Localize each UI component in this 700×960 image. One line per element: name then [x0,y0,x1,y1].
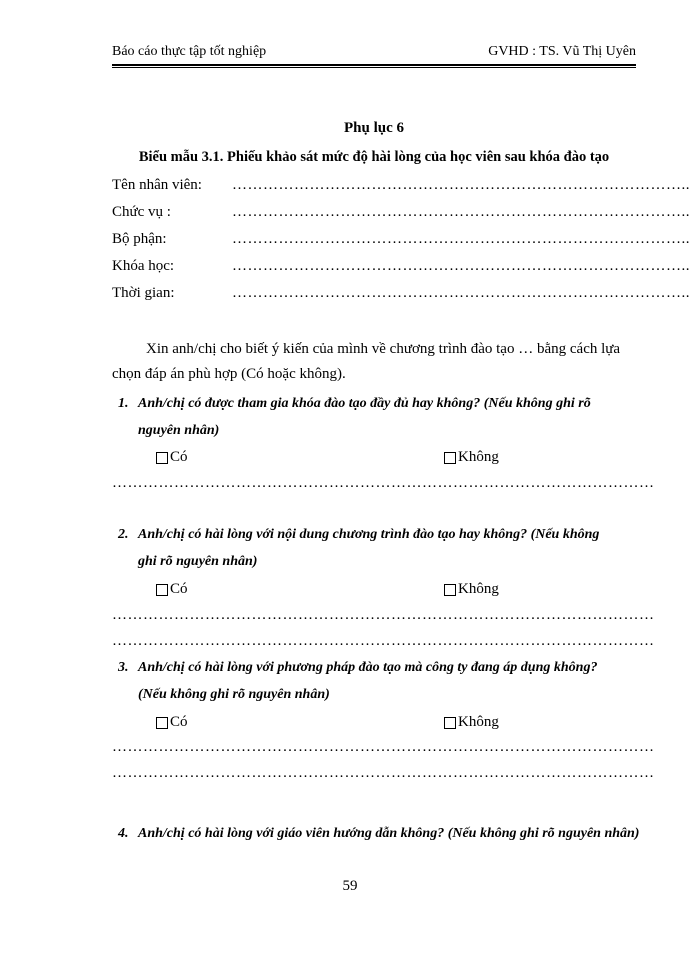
field-label-department: Bộ phận: [112,231,167,247]
q2-answer-line-1[interactable]: …………………………………………………………………………………………… [112,607,655,623]
q2-option-yes[interactable] [156,581,188,598]
question-2-line-1: Anh/chị có hài lòng với nội dung chương trình đào tạo hay không? (Nếu không [138,527,600,542]
checkbox-icon[interactable] [156,452,168,464]
q1-answer-line-1[interactable]: …………………………………………………………………………………………… [112,475,655,491]
field-dots-time[interactable]: …………………………………………………………………………….. [232,285,690,301]
q3-option-no-label: Không [458,714,499,730]
q3-answer-line-1[interactable]: …………………………………………………………………………………………… [112,739,655,755]
field-label-name: Tên nhân viên: [112,177,202,193]
q2-option-no-label: Không [458,581,499,597]
header-left: Báo cáo thực tập tốt nghiệp [112,44,267,59]
field-label-time: Thời gian: [112,285,175,301]
q1-option-no-label: Không [458,449,499,465]
question-3-line-2: (Nếu không ghi rõ nguyên nhân) [138,687,330,702]
question-1-line-1: Anh/chị có được tham gia khóa đào tạo đầy đủ hay không? (Nếu không ghi rõ [138,396,591,411]
field-label-position: Chức vụ : [112,204,171,220]
q3-option-yes-label: Có [170,714,188,730]
q2-option-yes-label: Có [170,581,188,597]
appendix-title: Phụ lục 6 [343,120,404,136]
q1-option-yes[interactable] [156,449,188,466]
field-dots-position[interactable]: …………………………………………………………………………….. [232,204,690,220]
intro-line-1: Xin anh/chị cho biết ý kiến của mình về chương trình đào tạo … bằng cách lựa [146,341,621,357]
intro-line-2: chọn đáp án phù hợp (Có hoặc không). [112,366,346,382]
question-3-number: 3. [118,660,129,675]
checkbox-icon[interactable] [444,584,456,596]
checkbox-icon[interactable] [156,717,168,729]
question-4-line-1: Anh/chị có hài lòng với giáo viên hướng dẫn không? (Nếu không ghi rõ nguyên nhân) [138,826,640,841]
form-title: Biểu mẫu 3.1. Phiếu khảo sát mức độ hài lòng của học viên sau khóa đào tạo [138,149,610,165]
field-dots-department[interactable]: …………………………………………………………………………….. [232,231,690,247]
q1-option-no[interactable] [444,449,499,466]
q2-answer-line-2[interactable]: …………………………………………………………………………………………… [112,633,655,649]
page-number: 59 [342,878,358,894]
checkbox-icon[interactable] [156,584,168,596]
header-rule [112,64,636,66]
question-1-number: 1. [118,396,129,411]
field-dots-course[interactable]: …………………………………………………………………………….. [232,258,690,274]
q3-option-yes[interactable] [156,714,188,731]
question-3-line-1: Anh/chị có hài lòng với phương pháp đào tạo mà công ty đang áp dụng không? [138,660,598,675]
checkbox-icon[interactable] [444,717,456,729]
question-2-line-2: ghi rõ nguyên nhân) [138,554,258,569]
q3-answer-line-2[interactable]: …………………………………………………………………………………………… [112,765,655,781]
checkbox-icon[interactable] [444,452,456,464]
question-2-number: 2. [118,527,129,542]
question-1-line-2: nguyên nhân) [138,423,220,438]
header-rule-thin [112,67,636,68]
header-right: GVHD : TS. Vũ Thị Uyên [488,44,636,59]
field-dots-name[interactable]: …………………………………………………………………………….. [232,177,690,193]
field-label-course: Khóa học: [112,258,175,274]
q1-option-yes-label: Có [170,449,188,465]
q3-option-no[interactable] [444,714,499,731]
q2-option-no[interactable] [444,581,499,598]
question-4-number: 4. [118,826,129,841]
